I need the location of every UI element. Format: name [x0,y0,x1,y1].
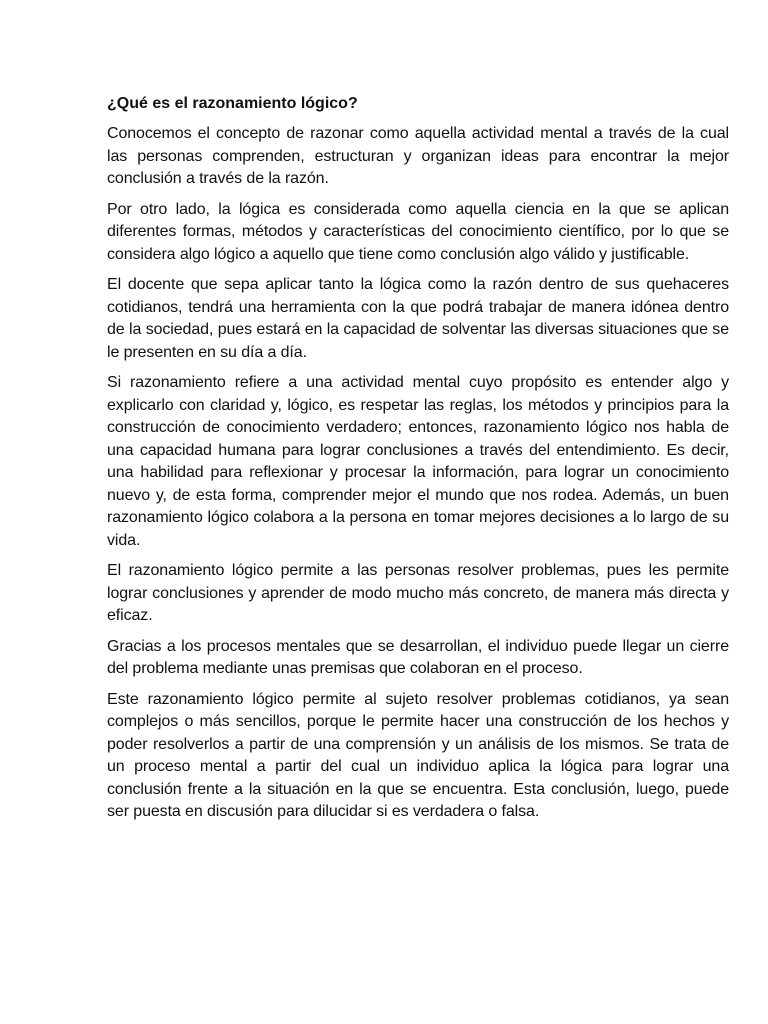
paragraph-sujeto-resolver: Este razonamiento lógico permite al sujeto resolver problemas cotidianos, ya sean complejos o más sencillos, porque le permite hacer una construcción de los hechos y poder resolverlos a partir de una comprensión y un análisis de los mismos. Se trata de un proceso mental a partir del cual un individuo aplica la lógica para lograr una conclusión frente a la situación en la que se encuentra. Esta conclusión, luego, puede ser puesta en discusión para dilucidar si es verdadera o falsa. [107,690,729,820]
paragraph-concepto-razonar: Conocemos el concepto de razonar como aquella actividad mental a través de la cual las personas comprenden, estructuran y organizan ideas para encontrar la mejor conclusión a través de la razón. [107,125,729,187]
paragraph-docente: El docente que sepa aplicar tanto la lógica como la razón dentro de sus quehaceres cotidianos, tendrá una herramienta con la que podrá trabajar de manera idónea dentro de la sociedad, pues estará en la capacidad de solventar las diversas situaciones que se le presenten en su día a día. [107,276,729,361]
document-heading: ¿Qué es el razonamiento lógico? [107,95,358,112]
paragraph-resolver-problemas: El razonamiento lógico permite a las personas resolver problemas, pues les permite lograr conclusiones y aprender de modo mucho más concreto, de manera más directa y eficaz. [107,562,729,624]
paragraph-definicion-razonamiento: Si razonamiento refiere a una actividad mental cuyo propósito es entender algo y explicarlo con claridad y, lógico, es respetar las reglas, los métodos y principios para la construcción de conocimiento verdadero; entonces, razonamiento lógico nos habla de una capacidad humana para lograr conclusiones a través del entendimiento. Es decir, una habilidad para reflexionar y procesar la información, para lograr un conocimiento nuevo y, de esta forma, comprender mejor el mundo que nos rodea. Además, un buen razonamiento lógico colabora a la persona en tomar mejores decisiones a lo largo de su vida. [107,374,729,549]
paragraph-procesos-mentales: Gracias a los procesos mentales que se desarrollan, el individuo puede llegar un cierre del problema mediante unas premisas que colaboran en el proceso. [107,637,729,677]
paragraph-logica-ciencia: Por otro lado, la lógica es considerada como aquella ciencia en la que se aplican diferentes formas, métodos y características del conocimiento científico, por lo que se considera algo lógico a aquello que tiene como conclusión algo válido y justificable. [107,200,729,263]
document-page [107,93,729,832]
